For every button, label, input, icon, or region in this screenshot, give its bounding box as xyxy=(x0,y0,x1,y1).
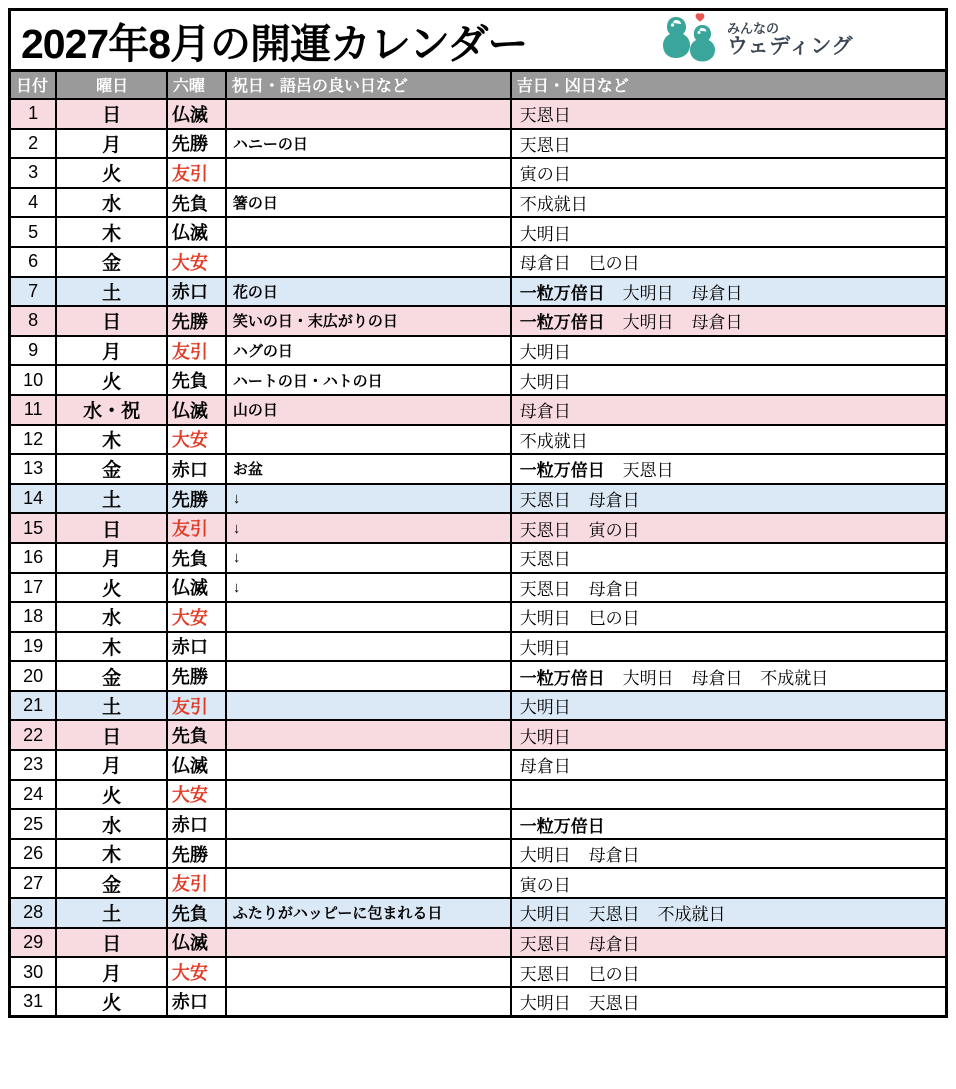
lucky-day-item: 天恩日 xyxy=(519,550,571,570)
date-cell: 5 xyxy=(10,217,57,247)
date-cell: 7 xyxy=(10,277,57,307)
table-row xyxy=(10,158,947,188)
holiday-cell xyxy=(226,602,511,632)
rokuyo-cell: 赤口 xyxy=(167,454,226,484)
weekday-cell: 火 xyxy=(56,573,167,603)
rokuyo-cell: 赤口 xyxy=(167,987,226,1017)
lucky-days-cell xyxy=(511,306,947,336)
date-cell: 10 xyxy=(10,365,57,395)
lucky-days-cell xyxy=(511,365,947,395)
date-cell: 15 xyxy=(10,513,57,543)
lucky-day-item: 大明日 xyxy=(519,372,571,392)
lucky-day-item: 母倉日 xyxy=(691,283,743,303)
table-row xyxy=(10,868,947,898)
table-header-row xyxy=(10,71,947,100)
rokuyo-cell: 先勝 xyxy=(167,129,226,159)
lucky-day-item: 天恩日 xyxy=(519,579,571,599)
title-bar xyxy=(8,8,948,72)
weekday-cell: 水 xyxy=(56,602,167,632)
rokuyo-cell: 仏滅 xyxy=(167,99,226,129)
date-cell: 21 xyxy=(10,691,57,721)
table-row xyxy=(10,661,947,691)
holiday-cell: 花の日 xyxy=(226,277,511,307)
rokuyo-cell: 友引 xyxy=(167,868,226,898)
rokuyo-cell: 大安 xyxy=(167,780,226,810)
table-row xyxy=(10,425,947,455)
holiday-cell xyxy=(226,987,511,1017)
weekday-cell: 火 xyxy=(56,780,167,810)
lucky-day-item: 一粒万倍日 xyxy=(519,668,605,688)
rokuyo-cell: 大安 xyxy=(167,425,226,455)
rokuyo-cell: 赤口 xyxy=(167,809,226,839)
holiday-cell: ハニーの日 xyxy=(226,129,511,159)
lucky-days-cell xyxy=(511,928,947,958)
lucky-day-item: 大明日 xyxy=(622,313,674,333)
lucky-day-item: 天恩日 xyxy=(588,905,640,925)
table-row xyxy=(10,277,947,307)
lucky-day-item: 天恩日 xyxy=(622,461,674,481)
two-birds-heart-icon xyxy=(662,13,720,68)
lucky-day-item: 寅の日 xyxy=(519,875,571,895)
lucky-day-item: 大明日 xyxy=(519,343,571,363)
lucky-day-item: 天恩日 xyxy=(519,964,571,984)
lucky-days-cell xyxy=(511,395,947,425)
lucky-days-cell xyxy=(511,987,947,1017)
lucky-day-item: 巳の日 xyxy=(588,609,640,629)
lucky-days-cell xyxy=(511,780,947,810)
lucky-day-item: 母倉日 xyxy=(691,313,743,333)
brand-name-top: みんなの xyxy=(726,21,779,37)
lucky-day-item: 大明日 xyxy=(519,846,571,866)
rokuyo-cell: 先負 xyxy=(167,188,226,218)
holiday-cell: ↓ xyxy=(226,543,511,573)
date-cell: 16 xyxy=(10,543,57,573)
weekday-cell: 土 xyxy=(56,484,167,514)
table-row xyxy=(10,129,947,159)
table-row xyxy=(10,454,947,484)
table-row xyxy=(10,395,947,425)
lucky-days-cell xyxy=(511,809,947,839)
date-cell: 19 xyxy=(10,632,57,662)
lucky-day-item: 巳の日 xyxy=(588,964,640,984)
date-cell: 1 xyxy=(10,99,57,129)
holiday-cell: ハートの日・ハトの日 xyxy=(226,365,511,395)
date-cell: 12 xyxy=(10,425,57,455)
lucky-day-item: 巳の日 xyxy=(588,254,640,274)
date-cell: 3 xyxy=(10,158,57,188)
date-cell: 2 xyxy=(10,129,57,159)
table-row xyxy=(10,602,947,632)
table-row xyxy=(10,780,947,810)
column-header-holiday: 祝日・語呂の良い日など xyxy=(226,71,511,100)
lucky-days-cell xyxy=(511,277,947,307)
lucky-days-cell xyxy=(511,188,947,218)
lucky-day-item: 不成就日 xyxy=(519,195,588,215)
weekday-cell: 日 xyxy=(56,306,167,336)
holiday-cell: ↓ xyxy=(226,484,511,514)
holiday-cell xyxy=(226,661,511,691)
lucky-days-cell xyxy=(511,425,947,455)
weekday-cell: 木 xyxy=(56,217,167,247)
table-row xyxy=(10,543,947,573)
date-cell: 23 xyxy=(10,750,57,780)
lucky-day-item: 不成就日 xyxy=(657,905,726,925)
table-row xyxy=(10,217,947,247)
date-cell: 24 xyxy=(10,780,57,810)
rokuyo-cell: 先負 xyxy=(167,898,226,928)
brand-name-bottom: ウェディング xyxy=(726,34,853,58)
rokuyo-cell: 赤口 xyxy=(167,277,226,307)
lucky-day-item: 一粒万倍日 xyxy=(519,313,605,333)
lucky-days-cell xyxy=(511,247,947,277)
lucky-day-item: 天恩日 xyxy=(519,934,571,954)
lucky-days-cell xyxy=(511,484,947,514)
lucky-day-item: 母倉日 xyxy=(691,668,743,688)
date-cell: 4 xyxy=(10,188,57,218)
weekday-cell: 金 xyxy=(56,247,167,277)
holiday-cell: 箸の日 xyxy=(226,188,511,218)
weekday-cell: 月 xyxy=(56,336,167,366)
lucky-day-item: 母倉日 xyxy=(588,579,640,599)
weekday-cell: 日 xyxy=(56,99,167,129)
weekday-cell: 木 xyxy=(56,839,167,869)
table-row xyxy=(10,573,947,603)
holiday-cell xyxy=(226,839,511,869)
lucky-days-cell xyxy=(511,632,947,662)
date-cell: 13 xyxy=(10,454,57,484)
weekday-cell: 土 xyxy=(56,277,167,307)
date-cell: 6 xyxy=(10,247,57,277)
lucky-days-cell xyxy=(511,573,947,603)
rokuyo-cell: 友引 xyxy=(167,691,226,721)
table-row xyxy=(10,750,947,780)
lucky-day-item: 不成就日 xyxy=(760,668,829,688)
lucky-days-cell xyxy=(511,750,947,780)
rokuyo-cell: 先勝 xyxy=(167,839,226,869)
rokuyo-cell: 仏滅 xyxy=(167,395,226,425)
date-cell: 31 xyxy=(10,987,57,1017)
table-row xyxy=(10,306,947,336)
lucky-calendar-table xyxy=(8,69,948,1018)
rokuyo-cell: 仏滅 xyxy=(167,928,226,958)
lucky-day-item: 大明日 xyxy=(519,993,571,1013)
rokuyo-cell: 大安 xyxy=(167,957,226,987)
holiday-cell xyxy=(226,957,511,987)
date-cell: 28 xyxy=(10,898,57,928)
lucky-days-cell xyxy=(511,868,947,898)
rokuyo-cell: 先負 xyxy=(167,543,226,573)
lucky-day-item: 寅の日 xyxy=(519,165,571,185)
table-row xyxy=(10,365,947,395)
holiday-cell xyxy=(226,780,511,810)
rokuyo-cell: 先負 xyxy=(167,365,226,395)
date-cell: 26 xyxy=(10,839,57,869)
holiday-cell: 笑いの日・末広がりの日 xyxy=(226,306,511,336)
lucky-days-cell xyxy=(511,129,947,159)
lucky-day-item: 天恩日 xyxy=(519,491,571,511)
rokuyo-cell: 仏滅 xyxy=(167,750,226,780)
date-cell: 8 xyxy=(10,306,57,336)
table-row xyxy=(10,247,947,277)
weekday-cell: 水・祝 xyxy=(56,395,167,425)
table-row xyxy=(10,513,947,543)
table-row xyxy=(10,809,947,839)
lucky-days-cell xyxy=(511,602,947,632)
weekday-cell: 月 xyxy=(56,129,167,159)
holiday-cell xyxy=(226,928,511,958)
date-cell: 14 xyxy=(10,484,57,514)
date-cell: 18 xyxy=(10,602,57,632)
rokuyo-cell: 先負 xyxy=(167,720,226,750)
rokuyo-cell: 仏滅 xyxy=(167,573,226,603)
table-row xyxy=(10,720,947,750)
rokuyo-cell: 友引 xyxy=(167,336,226,366)
weekday-cell: 水 xyxy=(56,809,167,839)
calendar-page xyxy=(8,8,948,1018)
holiday-cell xyxy=(226,868,511,898)
page-title: 2027年8月の開運カレンダー xyxy=(21,20,528,67)
table-row xyxy=(10,898,947,928)
holiday-cell xyxy=(226,158,511,188)
rokuyo-cell: 先勝 xyxy=(167,661,226,691)
table-row xyxy=(10,484,947,514)
holiday-cell xyxy=(226,750,511,780)
table-row xyxy=(10,691,947,721)
holiday-cell: ↓ xyxy=(226,573,511,603)
lucky-day-item: 一粒万倍日 xyxy=(519,283,605,303)
holiday-cell xyxy=(226,217,511,247)
date-cell: 11 xyxy=(10,395,57,425)
weekday-cell: 日 xyxy=(56,720,167,750)
lucky-days-cell xyxy=(511,513,947,543)
table-row xyxy=(10,839,947,869)
lucky-days-cell xyxy=(511,158,947,188)
rokuyo-cell: 大安 xyxy=(167,602,226,632)
holiday-cell: お盆 xyxy=(226,454,511,484)
lucky-days-cell xyxy=(511,957,947,987)
rokuyo-cell: 友引 xyxy=(167,158,226,188)
holiday-cell: 山の日 xyxy=(226,395,511,425)
table-row xyxy=(10,188,947,218)
holiday-cell xyxy=(226,632,511,662)
table-row xyxy=(10,987,947,1017)
brand-logo xyxy=(662,13,853,68)
weekday-cell: 月 xyxy=(56,957,167,987)
lucky-days-cell xyxy=(511,217,947,247)
date-cell: 27 xyxy=(10,868,57,898)
weekday-cell: 木 xyxy=(56,425,167,455)
column-header-lucky-days: 吉日・凶日など xyxy=(511,71,947,100)
date-cell: 29 xyxy=(10,928,57,958)
lucky-day-item: 大明日 xyxy=(519,609,571,629)
rokuyo-cell: 先勝 xyxy=(167,484,226,514)
lucky-day-item: 一粒万倍日 xyxy=(519,461,605,481)
lucky-day-item: 天恩日 xyxy=(519,520,571,540)
rokuyo-cell: 友引 xyxy=(167,513,226,543)
weekday-cell: 火 xyxy=(56,987,167,1017)
date-cell: 30 xyxy=(10,957,57,987)
lucky-day-item: 大明日 xyxy=(519,638,571,658)
column-header-rokuyo: 六曜 xyxy=(167,71,226,100)
rokuyo-cell: 赤口 xyxy=(167,632,226,662)
brand-logo-text xyxy=(727,22,853,58)
lucky-days-cell xyxy=(511,99,947,129)
lucky-day-item: 一粒万倍日 xyxy=(519,816,605,836)
lucky-days-cell xyxy=(511,336,947,366)
lucky-days-cell xyxy=(511,661,947,691)
rokuyo-cell: 仏滅 xyxy=(167,217,226,247)
holiday-cell: ↓ xyxy=(226,513,511,543)
lucky-day-item: 母倉日 xyxy=(588,846,640,866)
weekday-cell: 土 xyxy=(56,691,167,721)
lucky-day-item: 天恩日 xyxy=(519,106,571,126)
date-cell: 22 xyxy=(10,720,57,750)
weekday-cell: 月 xyxy=(56,543,167,573)
table-row xyxy=(10,632,947,662)
lucky-day-item: 大明日 xyxy=(519,727,571,747)
lucky-day-item: 母倉日 xyxy=(519,757,571,777)
date-cell: 20 xyxy=(10,661,57,691)
weekday-cell: 土 xyxy=(56,898,167,928)
lucky-day-item: 母倉日 xyxy=(588,491,640,511)
lucky-day-item: 天恩日 xyxy=(588,993,640,1013)
holiday-cell xyxy=(226,425,511,455)
lucky-day-item: 大明日 xyxy=(519,698,571,718)
lucky-day-item: 寅の日 xyxy=(588,520,640,540)
holiday-cell: ふたりがハッピーに包まれる日 xyxy=(226,898,511,928)
column-header-date: 日付 xyxy=(10,71,57,100)
weekday-cell: 日 xyxy=(56,513,167,543)
weekday-cell: 日 xyxy=(56,928,167,958)
weekday-cell: 月 xyxy=(56,750,167,780)
date-cell: 17 xyxy=(10,573,57,603)
holiday-cell: ハグの日 xyxy=(226,336,511,366)
weekday-cell: 金 xyxy=(56,454,167,484)
weekday-cell: 水 xyxy=(56,188,167,218)
table-row xyxy=(10,957,947,987)
lucky-days-cell xyxy=(511,898,947,928)
lucky-day-item: 母倉日 xyxy=(519,402,571,422)
table-row xyxy=(10,336,947,366)
lucky-day-item: 不成就日 xyxy=(519,431,588,451)
weekday-cell: 金 xyxy=(56,868,167,898)
lucky-day-item: 天恩日 xyxy=(519,135,571,155)
lucky-day-item: 大明日 xyxy=(622,668,674,688)
lucky-days-cell xyxy=(511,691,947,721)
date-cell: 25 xyxy=(10,809,57,839)
weekday-cell: 火 xyxy=(56,365,167,395)
lucky-day-item: 大明日 xyxy=(519,224,571,244)
table-row xyxy=(10,928,947,958)
lucky-day-item: 大明日 xyxy=(622,283,674,303)
lucky-day-item: 母倉日 xyxy=(519,254,571,274)
holiday-cell xyxy=(226,720,511,750)
rokuyo-cell: 大安 xyxy=(167,247,226,277)
holiday-cell xyxy=(226,99,511,129)
date-cell: 9 xyxy=(10,336,57,366)
lucky-days-cell xyxy=(511,720,947,750)
table-row xyxy=(10,99,947,129)
weekday-cell: 木 xyxy=(56,632,167,662)
lucky-day-item: 母倉日 xyxy=(588,934,640,954)
weekday-cell: 金 xyxy=(56,661,167,691)
column-header-weekday: 曜日 xyxy=(56,71,167,100)
weekday-cell: 火 xyxy=(56,158,167,188)
lucky-days-cell xyxy=(511,454,947,484)
lucky-day-item: 大明日 xyxy=(519,905,571,925)
lucky-days-cell xyxy=(511,839,947,869)
holiday-cell xyxy=(226,691,511,721)
holiday-cell xyxy=(226,809,511,839)
lucky-days-cell xyxy=(511,543,947,573)
holiday-cell xyxy=(226,247,511,277)
rokuyo-cell: 先勝 xyxy=(167,306,226,336)
